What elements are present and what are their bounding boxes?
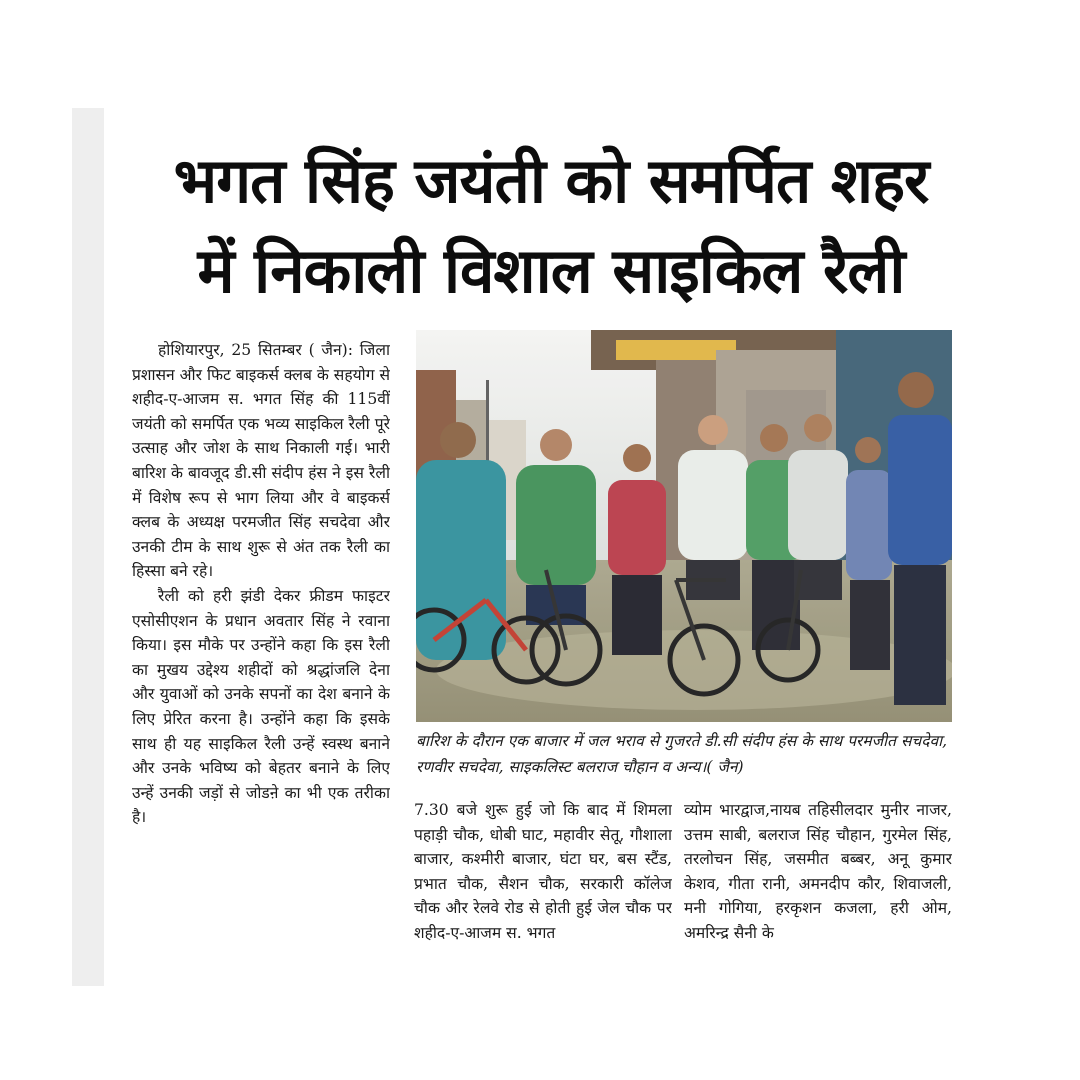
article-paragraph-4: व्योम भारद्वाज,नायब तहिसीलदार मुनीर नाजर, उत्तम साबी, बलराज सिंह चौहान, गुरमेल सिंह, तरलोचन सिंह, जसमीत बब्बर, अनू कुमार केशव, गीता रानी, अमनदीप कौर, शिवाजली, मनी गोगिया, हरकृशन कजला, हरी ओम, अमरिन्द्र सैनी के (684, 801, 952, 942)
page-margin-strip (72, 108, 104, 986)
headline (126, 136, 976, 316)
headline-line-1: भगत सिंह जयंती को समर्पित शहर (173, 144, 929, 217)
photo-caption: बारिश के दौरान एक बाजार में जल भराव से गुजरते डी.सी संदीप हंस के साथ परमजीत सचदेवा, रणवीर सचदेवा, साइकलिस्ट बलराज चौहान व अन्य।( जैन) (416, 732, 948, 776)
article-paragraph-3: 7.30 बजे शुरू हुई जो कि बाद में शिमला पहाड़ी चौक, धोबी घाट, महावीर सेतू, गौशाला बाजार, कश्मीरी बाजार, घंटा घर, बस स्टैंड, प्रभात चौक, सैशन चौक, सरकारी कॉलेज चौक और रेलवे रोड से होती हुई जेल चौक पर शहीद-ए-आजम स. भगत (414, 801, 672, 942)
headline-line-2: में निकाली विशाल साइकिल रैली (197, 234, 905, 307)
article-column-left (132, 338, 390, 986)
article-column-middle (414, 798, 672, 986)
article-column-right (684, 798, 952, 986)
article-paragraph-1: होशियारपुर, 25 सितम्बर ( जैन): जिला प्रशासन और फिट बाइकर्स क्लब के सहयोग से शहीद-ए-आजम स. भगत सिंह की 115वीं जयंती को समर्पित एक भव्य साइकिल रैली पूरे उत्साह और जोश के साथ निकाली गई। भारी बारिश के बावजूद डी.सी संदीप हंस ने इस रैली में विशेष रूप से भाग लिया और वे बाइकर्स क्लब के अध्यक्ष परमजीत सिंह सचदेवा और उनकी टीम के साथ शुरू से अंत तक रैली का हिस्सा बने रहे। (132, 341, 390, 581)
newspaper-clipping (104, 108, 984, 986)
article-paragraph-2: रैली को हरी झंडी देकर फ्रीडम फाइटर एसोसीएशन के प्रधान अवतार सिंह ने रवाना किया। इस मौके पर उन्होंने कहा कि इस रैली का मुखय उद्देश्य शहीदों को श्रद्धांजलि देना और युवाओं को उनके सपनों का देश बनाने के लिए प्रेरित करना है। उन्होंने कहा कि इसके साथ ही यह साइकिल रैली उन्हें स्वस्थ बनाने और उनके भविष्य को बेहतर बनाने के लिए उन्हें उनकी जड़ों से जोडऩे का भी एक तरीका है। (132, 586, 390, 827)
news-photo (416, 330, 952, 722)
